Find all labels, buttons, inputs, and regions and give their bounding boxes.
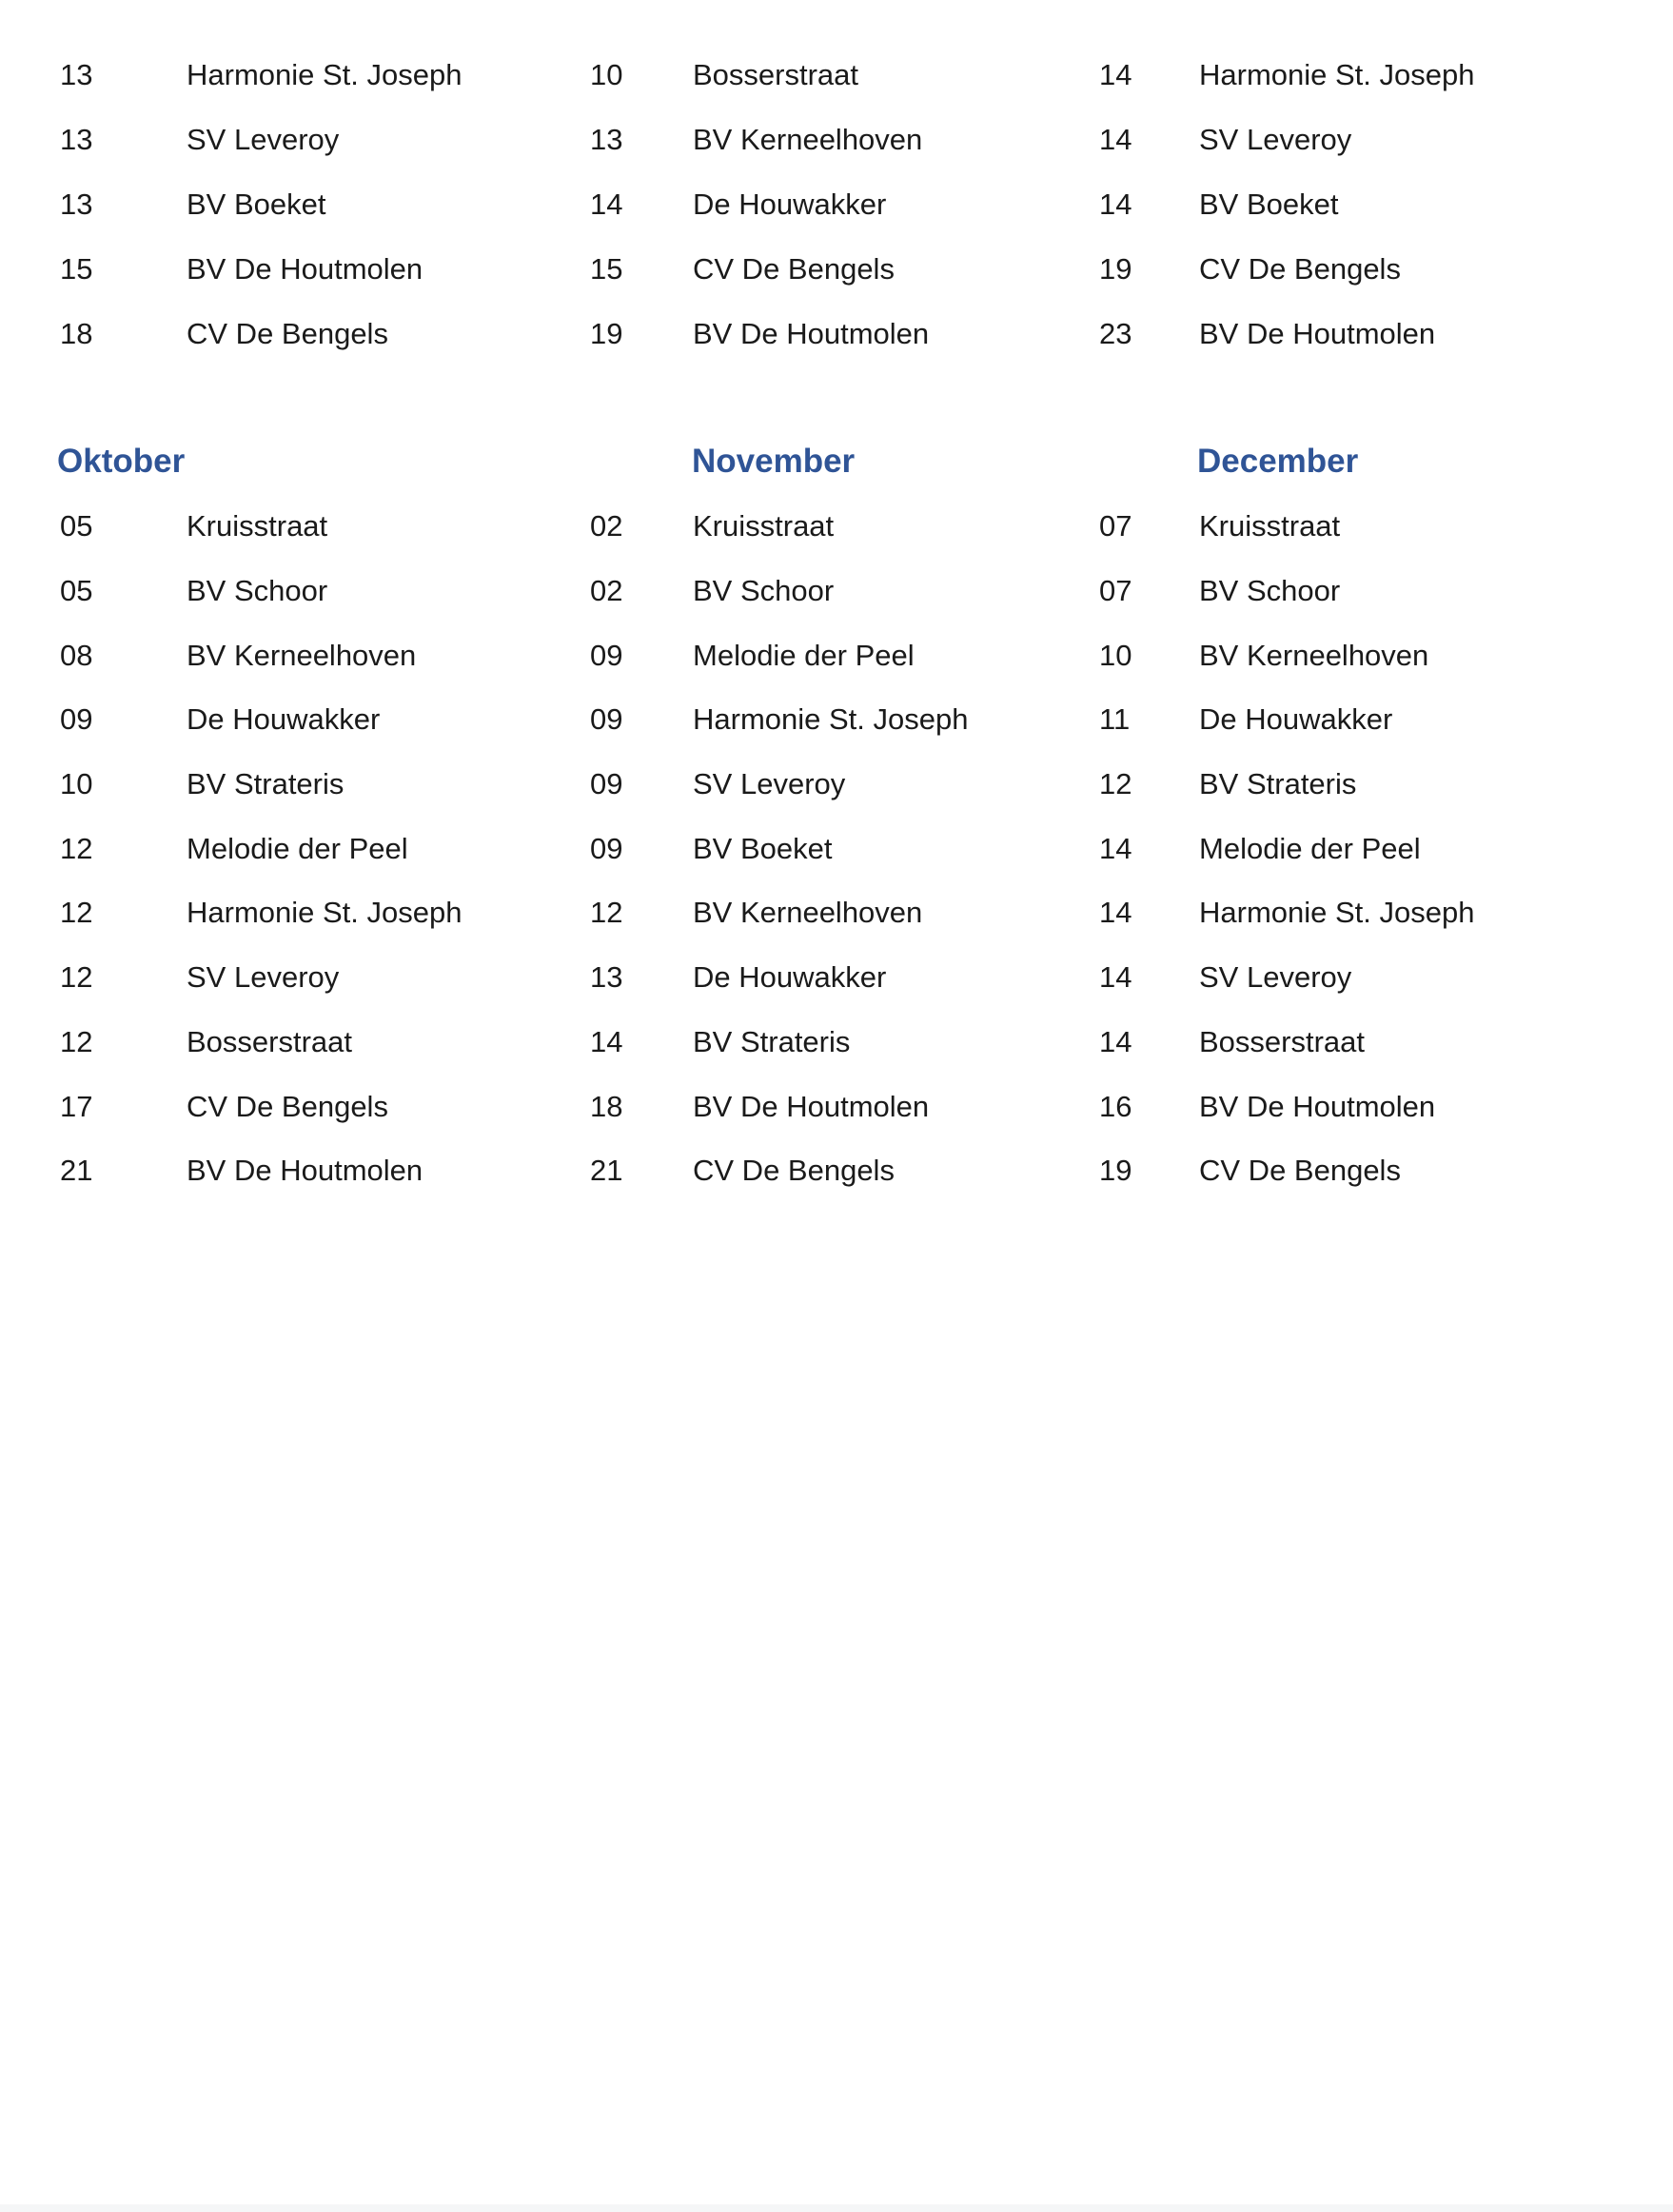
day-number: 14 <box>1099 960 1132 995</box>
day-number: 02 <box>590 574 623 608</box>
club-name: Melodie der Peel <box>1199 831 1421 865</box>
day-number: 19 <box>1099 251 1132 286</box>
club-name: Bosserstraat <box>187 1024 353 1058</box>
club-name: BV Schoor <box>1199 574 1341 608</box>
day-number: 09 <box>60 702 93 737</box>
schedule-row <box>590 1138 968 1203</box>
club-name: De Houwakker <box>693 187 887 221</box>
club-name: SV Leveroy <box>693 767 846 801</box>
club-name: Harmonie St. Joseph <box>187 57 463 91</box>
club-name: BV Strateris <box>693 1024 851 1058</box>
schedule-row <box>60 816 462 880</box>
schedule-row <box>590 171 929 236</box>
schedule-row <box>60 171 462 236</box>
club-name: Harmonie St. Joseph <box>187 896 463 930</box>
day-number: 14 <box>1099 122 1132 156</box>
day-number: 15 <box>60 251 93 286</box>
club-name: Kruisstraat <box>693 509 835 543</box>
day-number: 14 <box>1099 57 1132 91</box>
schedule-row <box>590 494 968 559</box>
day-number: 10 <box>60 767 93 801</box>
club-name: Bosserstraat <box>693 57 859 91</box>
club-name: BV De Houtmolen <box>1199 316 1436 350</box>
day-number: 09 <box>590 831 623 865</box>
month-heading-oktober: Oktober <box>57 443 186 480</box>
club-name: SV Leveroy <box>187 960 340 995</box>
day-number: 12 <box>590 896 623 930</box>
day-number: 14 <box>1099 1024 1132 1058</box>
schedule-row <box>1099 945 1474 1010</box>
schedule-row <box>590 236 929 301</box>
club-name: Melodie der Peel <box>187 831 408 865</box>
day-number: 14 <box>590 187 623 221</box>
schedule-row <box>60 1010 462 1075</box>
schedule-row <box>1099 816 1474 880</box>
schedule-row <box>1099 1010 1474 1075</box>
schedule-row <box>60 236 462 301</box>
club-name: BV De Houtmolen <box>187 251 423 286</box>
club-name: CV De Bengels <box>1199 251 1401 286</box>
month-column-2 <box>590 494 968 1203</box>
club-name: De Houwakker <box>187 702 381 737</box>
club-name: Bosserstraat <box>1199 1024 1366 1058</box>
day-number: 13 <box>60 187 93 221</box>
schedule-row <box>1099 301 1474 365</box>
schedule-row <box>60 1074 462 1138</box>
club-name: SV Leveroy <box>1199 960 1352 995</box>
club-name: SV Leveroy <box>1199 122 1352 156</box>
day-number: 13 <box>60 122 93 156</box>
day-number: 12 <box>60 960 93 995</box>
day-number: 13 <box>60 57 93 91</box>
day-number: 23 <box>1099 316 1132 350</box>
schedule-row <box>60 622 462 687</box>
club-name: BV Boeket <box>693 831 833 865</box>
club-name: BV Schoor <box>693 574 835 608</box>
schedule-row <box>590 880 968 945</box>
schedule-row <box>1099 559 1474 623</box>
club-name: BV De Houtmolen <box>693 316 930 350</box>
day-number: 09 <box>590 767 623 801</box>
schedule-row <box>60 687 462 752</box>
day-number: 10 <box>590 57 623 91</box>
schedule-row <box>60 107 462 171</box>
schedule-row <box>1099 1074 1474 1138</box>
schedule-row <box>590 752 968 817</box>
day-number: 14 <box>1099 187 1132 221</box>
month-heading-november: November <box>692 443 856 480</box>
day-number: 12 <box>60 1024 93 1058</box>
schedule-row <box>1099 880 1474 945</box>
club-name: BV Kerneelhoven <box>187 638 417 672</box>
club-name: BV De Houtmolen <box>693 1089 930 1123</box>
schedule-row <box>60 494 462 559</box>
top-column-2 <box>590 42 929 365</box>
schedule-row <box>60 752 462 817</box>
schedule-row <box>1099 107 1474 171</box>
club-name: SV Leveroy <box>187 122 340 156</box>
club-name: BV Boeket <box>1199 187 1339 221</box>
schedule-row <box>590 816 968 880</box>
schedule-row <box>60 1138 462 1203</box>
club-name: Harmonie St. Joseph <box>1199 57 1475 91</box>
schedule-row <box>590 1074 968 1138</box>
schedule-row <box>60 301 462 365</box>
club-name: Harmonie St. Joseph <box>693 702 969 737</box>
schedule-row <box>590 559 968 623</box>
day-number: 19 <box>1099 1154 1132 1188</box>
schedule-row <box>1099 752 1474 817</box>
schedule-row <box>590 622 968 687</box>
club-name: BV Strateris <box>1199 767 1357 801</box>
club-name: BV Schoor <box>187 574 328 608</box>
club-name: Harmonie St. Joseph <box>1199 896 1475 930</box>
day-number: 12 <box>1099 767 1132 801</box>
day-number: 14 <box>590 1024 623 1058</box>
schedule-row <box>1099 171 1474 236</box>
club-name: BV Kerneelhoven <box>693 896 923 930</box>
day-number: 08 <box>60 638 93 672</box>
schedule-row <box>1099 42 1474 107</box>
top-column-3 <box>1099 42 1474 365</box>
club-name: CV De Bengels <box>693 1154 895 1188</box>
club-name: BV Strateris <box>187 767 344 801</box>
day-number: 12 <box>60 831 93 865</box>
schedule-row <box>1099 236 1474 301</box>
day-number: 19 <box>590 316 623 350</box>
day-number: 14 <box>1099 896 1132 930</box>
day-number: 18 <box>60 316 93 350</box>
day-number: 09 <box>590 702 623 737</box>
day-number: 10 <box>1099 638 1132 672</box>
club-name: Melodie der Peel <box>693 638 915 672</box>
day-number: 09 <box>590 638 623 672</box>
day-number: 18 <box>590 1089 623 1123</box>
club-name: BV Boeket <box>187 187 326 221</box>
day-number: 16 <box>1099 1089 1132 1123</box>
schedule-row <box>60 42 462 107</box>
day-number: 15 <box>590 251 623 286</box>
schedule-row <box>60 559 462 623</box>
club-name: CV De Bengels <box>693 251 895 286</box>
month-column-3 <box>1099 494 1474 1203</box>
club-name: CV De Bengels <box>1199 1154 1401 1188</box>
schedule-row <box>1099 494 1474 559</box>
day-number: 14 <box>1099 831 1132 865</box>
club-name: De Houwakker <box>1199 702 1393 737</box>
schedule-row <box>1099 622 1474 687</box>
month-heading-december: December <box>1197 443 1359 480</box>
day-number: 12 <box>60 896 93 930</box>
club-name: Kruisstraat <box>187 509 328 543</box>
day-number: 05 <box>60 574 93 608</box>
schedule-row <box>590 107 929 171</box>
day-number: 07 <box>1099 509 1132 543</box>
day-number: 21 <box>590 1154 623 1188</box>
day-number: 13 <box>590 960 623 995</box>
club-name: BV Kerneelhoven <box>693 122 923 156</box>
schedule-row <box>60 880 462 945</box>
club-name: BV De Houtmolen <box>187 1154 423 1188</box>
club-name: CV De Bengels <box>187 316 388 350</box>
club-name: CV De Bengels <box>187 1089 388 1123</box>
day-number: 17 <box>60 1089 93 1123</box>
schedule-row <box>590 1010 968 1075</box>
club-name: De Houwakker <box>693 960 887 995</box>
month-column-1 <box>60 494 462 1203</box>
day-number: 13 <box>590 122 623 156</box>
top-column-1 <box>60 42 462 365</box>
schedule-row <box>590 687 968 752</box>
page-bottom-strip <box>0 2204 1673 2212</box>
day-number: 02 <box>590 509 623 543</box>
day-number: 07 <box>1099 574 1132 608</box>
day-number: 21 <box>60 1154 93 1188</box>
club-name: BV De Houtmolen <box>1199 1089 1436 1123</box>
schedule-row <box>590 301 929 365</box>
day-number: 11 <box>1099 702 1131 737</box>
club-name: BV Kerneelhoven <box>1199 638 1429 672</box>
schedule-row <box>1099 687 1474 752</box>
schedule-row <box>60 945 462 1010</box>
schedule-row <box>1099 1138 1474 1203</box>
schedule-row <box>590 42 929 107</box>
schedule-row <box>590 945 968 1010</box>
club-name: Kruisstraat <box>1199 509 1341 543</box>
day-number: 05 <box>60 509 93 543</box>
